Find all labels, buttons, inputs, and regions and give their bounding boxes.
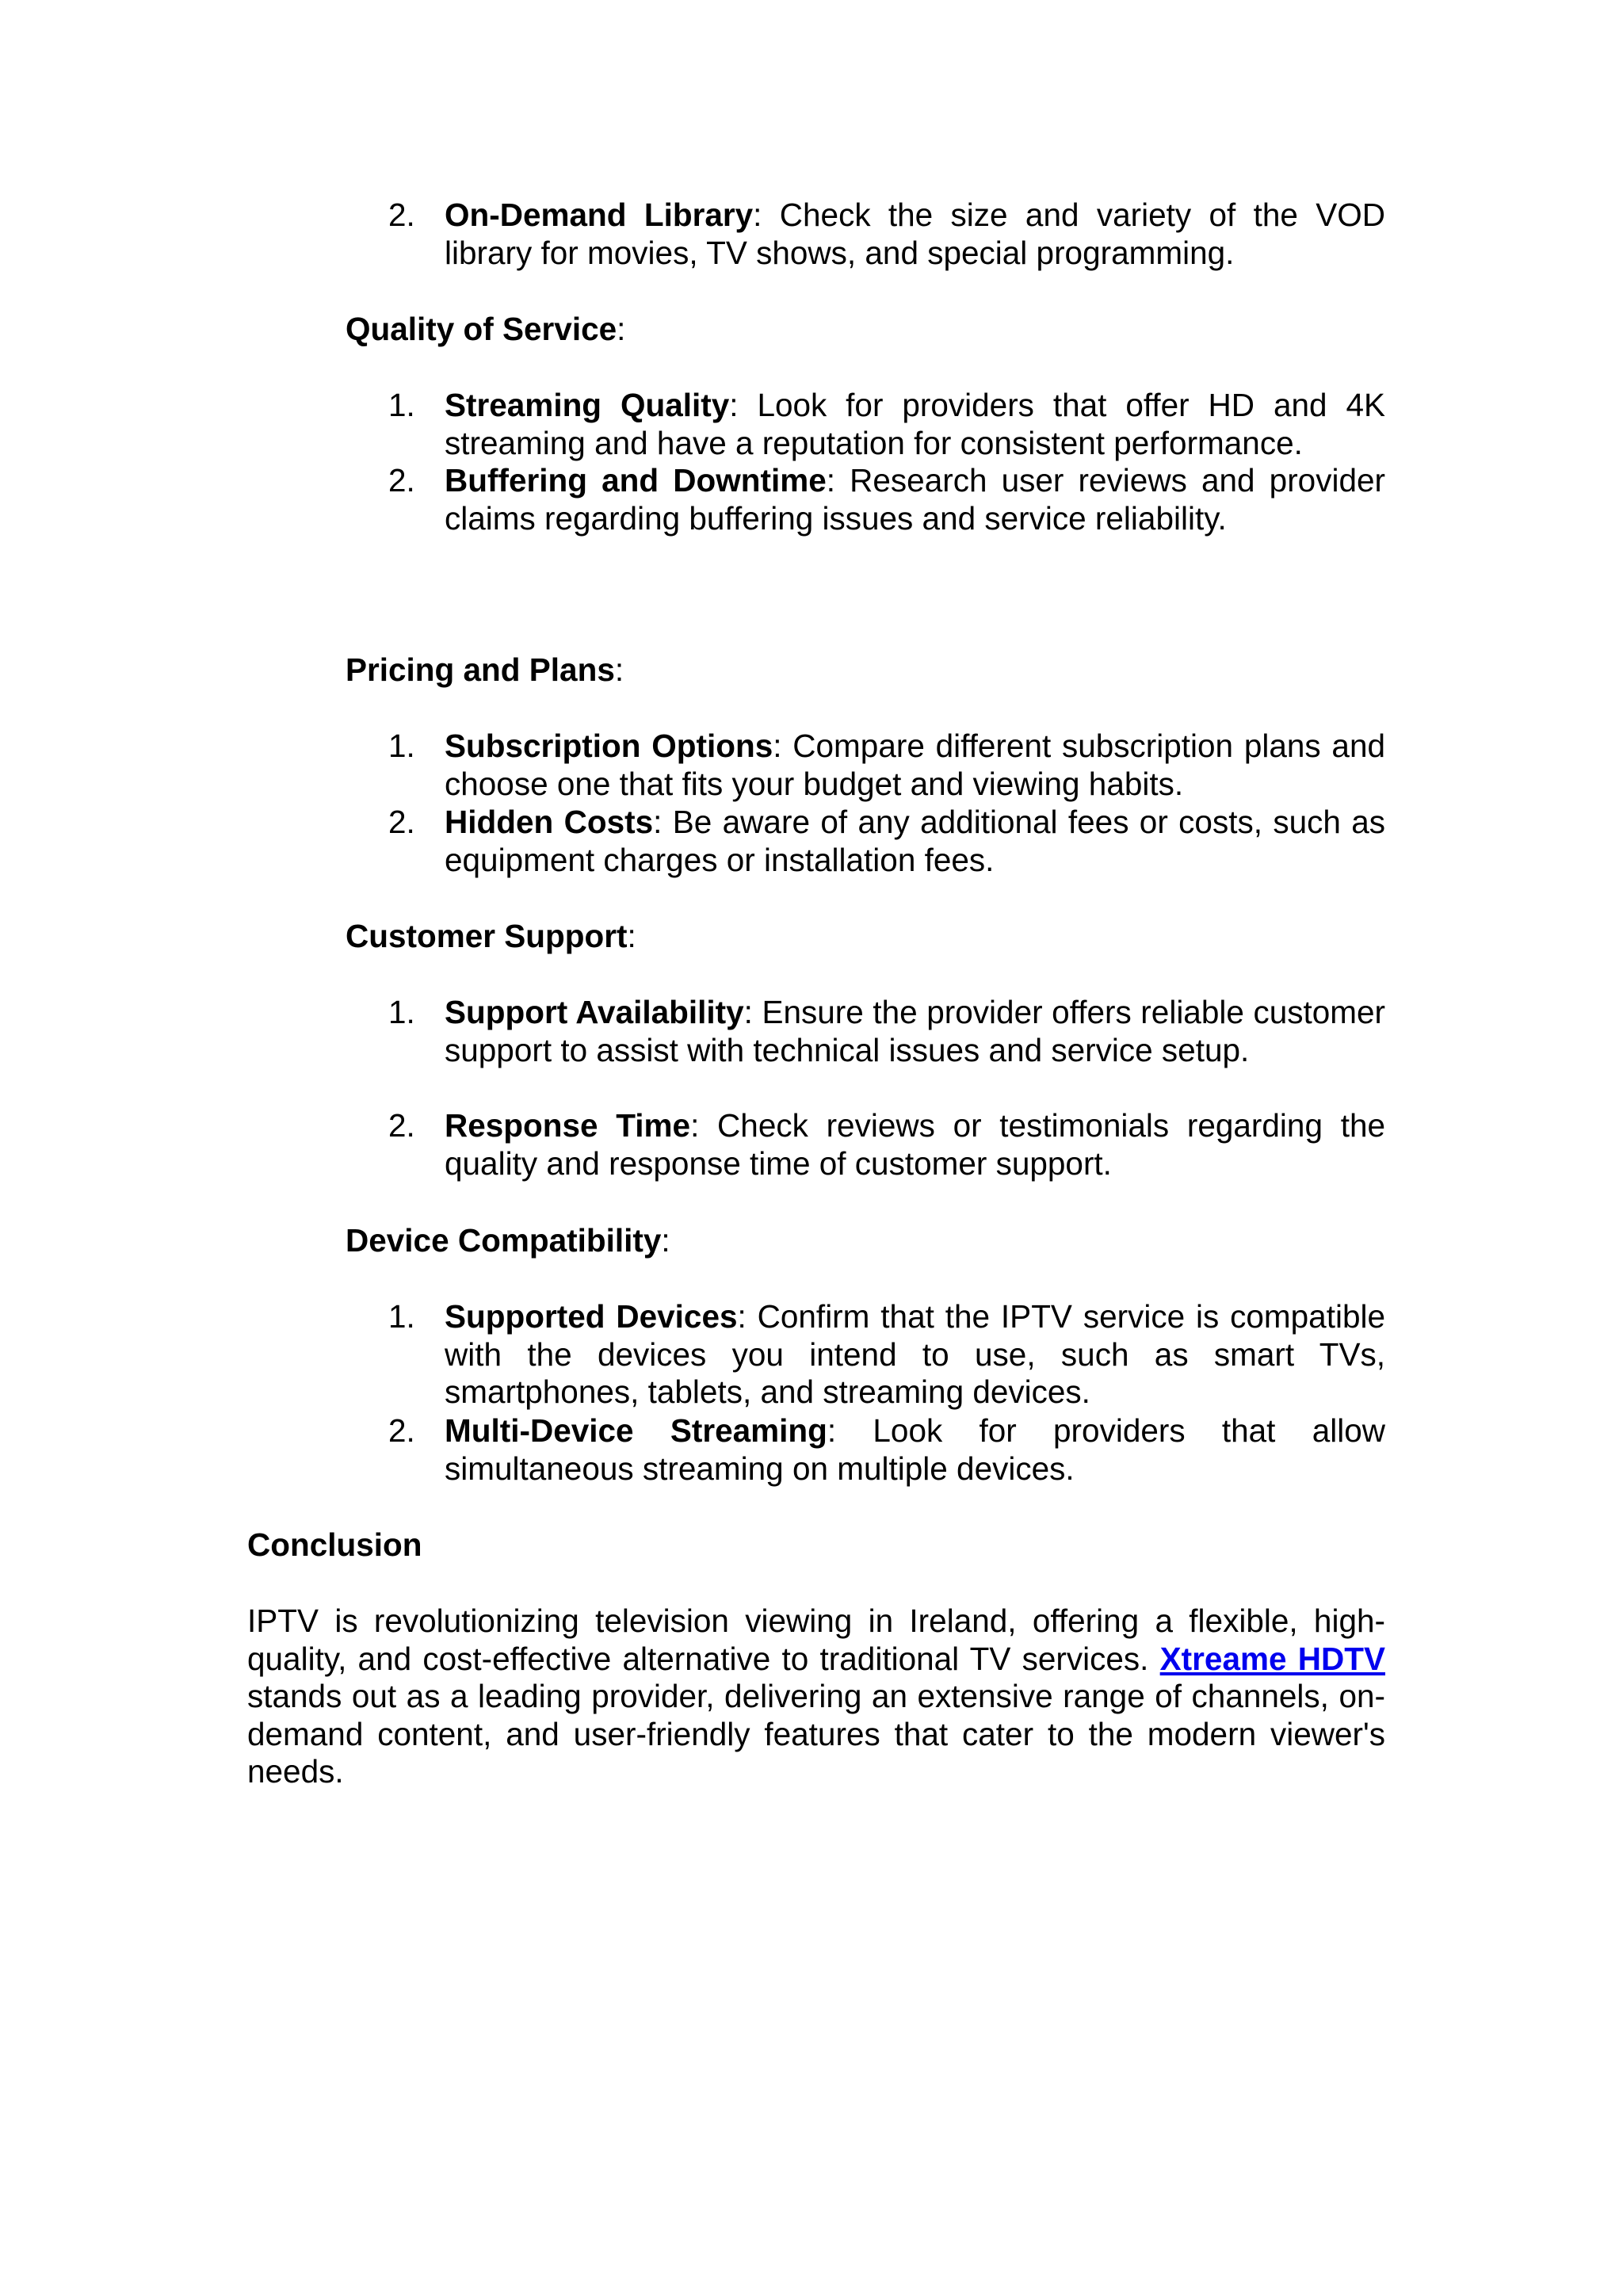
list-item-streaming-quality	[388, 387, 1385, 462]
section-colon: :	[627, 918, 636, 954]
section-heading-pricing-and-plans	[346, 651, 624, 690]
list-number: 2.	[388, 197, 415, 233]
list-number: 2.	[388, 804, 415, 840]
list-number: 2.	[388, 1412, 415, 1449]
list-item-multi-device-streaming	[388, 1412, 1385, 1488]
conclusion-paragraph	[247, 1603, 1385, 1791]
list-number: 1.	[388, 387, 415, 423]
list-item-description: : Confirm that the IPTV service is compatible with the devices you intend to use, such as smart TVs, smartphones, tablets, and streaming devices.	[445, 1298, 1386, 1410]
section-heading-device-compatibility	[346, 1222, 670, 1260]
list-item-description: : Look for providers that offer HD and 4K streaming and have a reputation for consistent performance.	[445, 387, 1386, 461]
list-number: 1.	[388, 994, 415, 1030]
section-colon: :	[661, 1222, 670, 1259]
list-item-term: Subscription Options	[445, 728, 773, 764]
section-heading-quality-of-service	[346, 311, 625, 349]
list-item-description: : Check reviews or testimonials regarding the quality and response time of customer support.	[445, 1107, 1385, 1182]
list-item-description: : Research user reviews and provider claims regarding buffering issues and service reliability.	[445, 462, 1385, 537]
list-item-text	[445, 387, 1385, 462]
list-item-description: : Compare different subscription plans and choose one that fits your budget and viewing habits.	[445, 728, 1386, 802]
section-colon: :	[617, 311, 626, 347]
list-number: 2.	[388, 1107, 415, 1144]
list-item-term: Supported Devices	[445, 1298, 738, 1335]
list-number: 1.	[388, 728, 415, 764]
conclusion-text-after: stands out as a leading provider, delivering an extensive range of channels, on-demand content, and user-friendly features that cater to the modern viewer's needs.	[247, 1678, 1385, 1790]
list-item-response-time	[388, 1107, 1385, 1182]
list-item-text	[445, 994, 1385, 1069]
section-title: Pricing and Plans	[346, 651, 615, 688]
list-item-supported-devices	[388, 1298, 1385, 1412]
list-item-term: On-Demand Library	[445, 197, 754, 233]
list-item-text	[445, 1412, 1385, 1488]
section-title: Device Compatibility	[346, 1222, 662, 1259]
section-title: Customer Support	[346, 918, 628, 954]
list-item-text	[445, 197, 1385, 272]
list-item-term: Buffering and Downtime	[445, 462, 827, 499]
list-item-text	[445, 728, 1385, 803]
list-item-term: Response Time	[445, 1107, 691, 1144]
list-number: 1.	[388, 1298, 415, 1335]
section-title: Quality of Service	[346, 311, 617, 347]
conclusion-text-before: IPTV is revolutionizing television viewing in Ireland, offering a flexible, high-quality, and cost-effective alternative to traditional TV services.	[247, 1603, 1385, 1677]
list-item-subscription-options	[388, 728, 1385, 803]
list-item-description: : Look for providers that allow simultaneous streaming on multiple devices.	[445, 1412, 1385, 1487]
list-number: 2.	[388, 462, 415, 499]
list-item-term: Hidden Costs	[445, 804, 654, 840]
conclusion-heading: Conclusion	[247, 1526, 422, 1563]
list-item-support-availability	[388, 994, 1385, 1069]
list-item-description: : Check the size and variety of the VOD library for movies, TV shows, and special programming.	[445, 197, 1385, 271]
list-item-hidden-costs	[388, 804, 1385, 879]
section-colon: :	[614, 651, 624, 688]
list-item-term: Streaming Quality	[445, 387, 730, 423]
list-item-text	[445, 1107, 1385, 1182]
list-item-term: Multi-Device Streaming	[445, 1412, 827, 1449]
list-item-on-demand-library	[388, 197, 1385, 272]
list-item-text	[445, 462, 1385, 537]
section-heading-customer-support	[346, 918, 636, 956]
list-item-description: : Ensure the provider offers reliable customer support to assist with technical issues and service setup.	[445, 994, 1386, 1068]
list-item-text	[445, 1298, 1385, 1412]
xtreame-hdtv-link[interactable]: Xtreame HDTV	[1159, 1640, 1385, 1677]
list-item-buffering-and-downtime	[388, 462, 1385, 537]
list-item-description: : Be aware of any additional fees or costs, such as equipment charges or installation fees.	[445, 804, 1386, 878]
list-item-term: Support Availability	[445, 994, 744, 1030]
list-item-text	[445, 804, 1385, 879]
